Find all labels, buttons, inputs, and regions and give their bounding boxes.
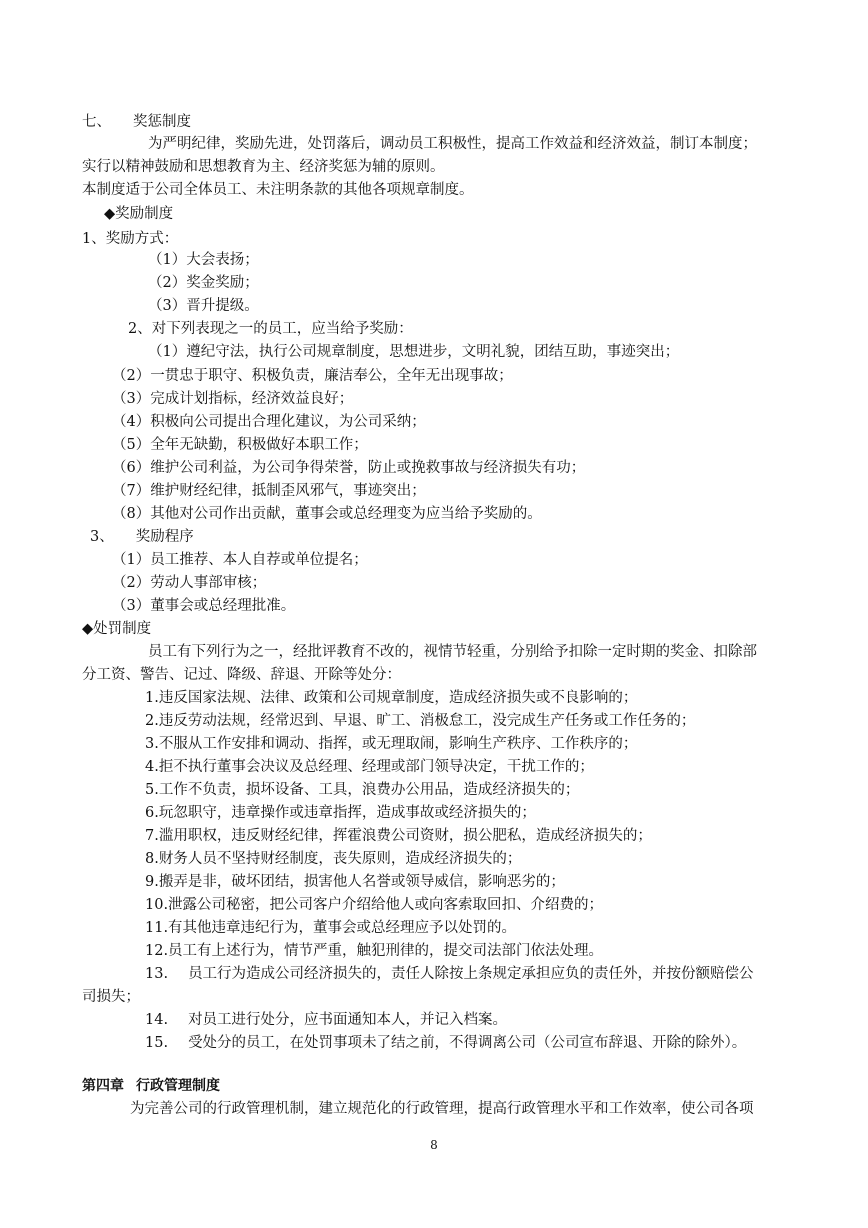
list-number: 3、 bbox=[90, 529, 114, 545]
list-item: （1）员工推荐、本人自荐或单位提名； bbox=[112, 552, 368, 568]
list-item: （4）积极向公司提出合理化建议，为公司采纳； bbox=[112, 414, 426, 430]
list-item: 12.员工有上述行为，情节严重，触犯刑律的，提交司法部门依法处理。 bbox=[145, 943, 604, 959]
list-item: 11.有其他违章违纪行为，董事会或总经理应予以处罚的。 bbox=[145, 920, 517, 936]
paragraph-line: 司损失； bbox=[82, 989, 140, 1005]
list-item: 2.违反劳动法规，经常迟到、早退、旷工、消极怠工，没完成生产任务或工作任务的； bbox=[145, 713, 696, 729]
list-title: 2、对下列表现之一的员工，应当给予奖励： bbox=[128, 321, 413, 337]
list-item bbox=[145, 1010, 507, 1030]
list-item: 10.泄露公司秘密，把公司客户介绍给他人或向客索取回扣、介绍费的； bbox=[145, 897, 604, 913]
list-item: 8.财务人员不坚持财经制度，丧失原则，造成经济损失的； bbox=[145, 851, 522, 867]
list-item: （6）维护公司利益，为公司争得荣誉，防止或挽救事故与经济损失有功； bbox=[112, 460, 586, 476]
paragraph-line: 实行以精神鼓励和思想教育为主、经济奖惩为辅的原则。 bbox=[82, 159, 445, 175]
list-title bbox=[90, 527, 194, 547]
list-title: 1、奖励方式： bbox=[82, 231, 179, 247]
list-item: （1）大会表扬； bbox=[148, 252, 259, 268]
list-number: 14. bbox=[145, 1012, 169, 1028]
paragraph-line: 为完善公司的行政管理机制，建立规范化的行政管理，提高行政管理水平和工作效率，使公司各项 bbox=[130, 1101, 754, 1117]
list-item: （3）完成计划指标，经济效益良好； bbox=[112, 391, 354, 407]
subsection-heading: ◆奖励制度 bbox=[104, 206, 174, 222]
list-item: （8）其他对公司作出贡献，董事会或总经理变为应当给予奖励的。 bbox=[112, 506, 542, 522]
list-item bbox=[145, 964, 754, 984]
list-number: 15. bbox=[145, 1035, 169, 1051]
list-heading: 奖励程序 bbox=[135, 529, 194, 545]
subsection-heading: ◆处罚制度 bbox=[82, 621, 152, 637]
list-item: 5.工作不负责，损坏设备、工具，浪费办公用品，造成经济损失的； bbox=[145, 782, 580, 798]
chapter-number: 第四章 bbox=[82, 1078, 124, 1094]
list-item: 9.搬弄是非，破坏团结，损害他人名誉或领导威信，影响恶劣的； bbox=[145, 874, 565, 890]
list-text: 受处分的员工，在处罚事项未了结之前，不得调离公司（公司宣布辞退、开除的除外）。 bbox=[188, 1035, 747, 1051]
list-item: （7）维护财经纪律，抵制歪风邪气，事迹突出； bbox=[112, 483, 426, 499]
list-item: （5）全年无缺勤，积极做好本职工作； bbox=[112, 437, 368, 453]
list-item: 7.滥用职权，违反财经纪律，挥霍浪费公司资财，损公肥私，造成经济损失的； bbox=[145, 828, 652, 844]
paragraph-line: 为严明纪律，奖励先进，处罚落后，调动员工积极性，提高工作效益和经济效益，制订本制度； bbox=[148, 136, 757, 152]
section-number: 七、 bbox=[82, 114, 111, 130]
list-text: 员工行为造成公司经济损失的，责任人除按上条规定承担应负的责任外，并按份额赔偿公 bbox=[188, 966, 754, 982]
list-item: （2）一贯忠于职守、积极负责，廉洁奉公，全年无出现事故； bbox=[112, 368, 513, 384]
chapter-title: 行政管理制度 bbox=[136, 1078, 220, 1094]
list-item: （2）劳动人事部审核； bbox=[112, 575, 267, 591]
section-title: 奖惩制度 bbox=[133, 114, 191, 130]
list-item: （2）奖金奖励； bbox=[148, 275, 259, 291]
list-number: 13. bbox=[145, 966, 169, 982]
chapter-heading bbox=[82, 1076, 220, 1096]
paragraph-line: 分工资、警告、记过、降级、辞退、开除等处分： bbox=[82, 667, 401, 683]
list-item: 6.玩忽职守，违章操作或违章指挥，造成事故或经济损失的； bbox=[145, 805, 536, 821]
paragraph-line: 本制度适于公司全体员工、未注明条款的其他各项规章制度。 bbox=[82, 182, 474, 198]
list-item: （1）遵纪守法，执行公司规章制度，思想进步，文明礼貌，团结互助，事迹突出； bbox=[148, 344, 680, 360]
list-item: （3）董事会或总经理批准。 bbox=[112, 598, 296, 614]
list-item: 4.拒不执行董事会决议及总经理、经理或部门领导决定，干扰工作的； bbox=[145, 759, 594, 775]
section-heading bbox=[82, 112, 191, 132]
paragraph-line: 员工有下列行为之一，经批评教育不改的，视情节轻重，分别给予扣除一定时期的奖金、扣除部 bbox=[148, 644, 757, 660]
page-number: 8 bbox=[430, 1138, 438, 1152]
list-text: 对员工进行处分，应书面通知本人，并记入档案。 bbox=[188, 1012, 508, 1028]
list-item: 3.不服从工作安排和调动、指挥，或无理取闹，影响生产秩序、工作秩序的； bbox=[145, 736, 638, 752]
list-item bbox=[145, 1033, 746, 1053]
list-item: 1.违反国家法规、法律、政策和公司规章制度，造成经济损失或不良影响的； bbox=[145, 690, 638, 706]
list-item: （3）晋升提级。 bbox=[148, 298, 259, 314]
